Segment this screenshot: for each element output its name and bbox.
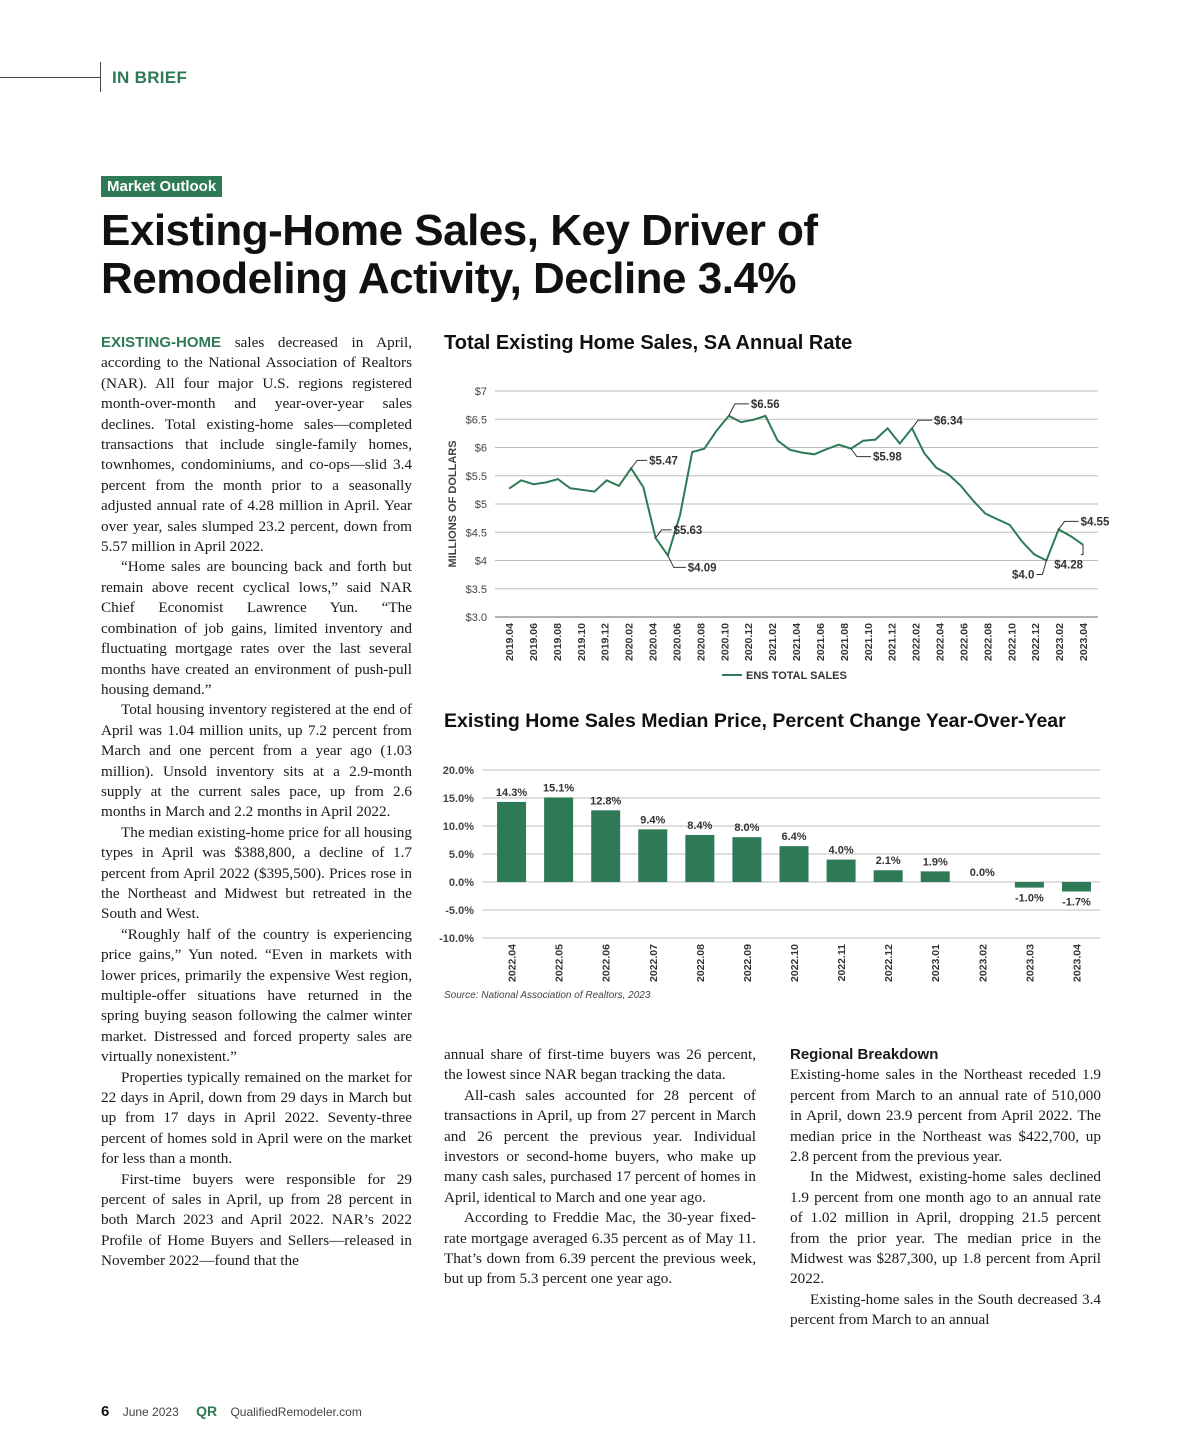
callout-leader bbox=[851, 449, 871, 457]
value-label: 0.0% bbox=[969, 867, 995, 879]
x-tick-label: 2021.12 bbox=[886, 623, 899, 661]
bar-chart-title: Existing Home Sales Median Price, Percent Change Year-Over-Year bbox=[444, 710, 1066, 732]
x-tick-label: 2020.12 bbox=[743, 623, 756, 661]
subhead: Regional Breakdown bbox=[790, 1046, 939, 1063]
page-number: 6 bbox=[101, 1403, 110, 1420]
x-tick-label: 2022.11 bbox=[836, 944, 849, 982]
y-tick-label: 15.0% bbox=[442, 793, 474, 805]
paragraph: Properties typically remained on the market for 22 days in April, down from 29 days in March but up from 17 days in April 2022. Seventy-three percent of homes sold in April were on the market for less than a month. bbox=[101, 1068, 412, 1168]
x-tick-label: 2020.08 bbox=[695, 623, 708, 661]
x-tick-label: 2022.05 bbox=[553, 944, 566, 982]
x-tick-label: 2023.03 bbox=[1024, 944, 1037, 982]
paragraph: Existing-home sales in the Northeast receded 1.9 percent from March to an annual rate of 510,000 in April, down 23.9 percent from April 2022. The median price in the Northeast was $422,700, up 2.8 percent from the previous year. bbox=[790, 1066, 1101, 1166]
value-label: 15.1% bbox=[543, 782, 575, 795]
callout-label: $5.63 bbox=[673, 524, 703, 537]
value-label: 9.4% bbox=[640, 814, 666, 827]
bar bbox=[732, 837, 761, 882]
callout-leader bbox=[1059, 521, 1079, 529]
callout-leader bbox=[729, 404, 749, 416]
x-tick-label: 2020.02 bbox=[623, 623, 636, 661]
x-tick-label: 2022.06 bbox=[600, 944, 613, 982]
y-tick-label: $3.5 bbox=[465, 583, 487, 596]
paragraph: First-time buyers were responsible for 29 percent of sales in April, up from 28 percent in both March 2023 and April 2022. NAR’s 2022 Profile of Home Buyers and Sellers—released in November 2022—found that the bbox=[101, 1170, 412, 1270]
callout-label: $4.0 bbox=[1011, 569, 1035, 582]
x-tick-label: 2021.06 bbox=[814, 623, 827, 661]
value-label: -1.0% bbox=[1015, 892, 1044, 905]
x-tick-label: 2022.02 bbox=[910, 623, 923, 661]
value-label: 1.9% bbox=[922, 856, 948, 869]
bar bbox=[780, 846, 809, 882]
callout-label: $5.47 bbox=[649, 455, 678, 468]
callout-leader bbox=[656, 530, 672, 538]
paragraph: Total housing inventory registered at the end of April was 1.04 million units, up 7.2 percent from March and one percent from a year ago (1.03 million). Unsold inventory sits at a 2.9-month supply at the current sales pace, up from 2.6 months in March and 2.2 months in April 2022. bbox=[101, 701, 412, 821]
bar bbox=[827, 860, 856, 882]
paragraph: annual share of first-time buyers was 26 percent, the lowest since NAR began tracking the data. bbox=[444, 1046, 756, 1084]
x-tick-label: 2022.08 bbox=[982, 623, 995, 661]
x-tick-label: 2019.04 bbox=[504, 623, 516, 661]
x-tick-label: 2020.06 bbox=[671, 623, 684, 661]
x-tick-label: 2021.02 bbox=[767, 623, 780, 661]
x-tick-label: 2023.02 bbox=[977, 944, 990, 982]
bar bbox=[497, 802, 526, 882]
value-label: 8.4% bbox=[687, 819, 713, 832]
line-chart bbox=[440, 375, 1110, 690]
x-tick-label: 2021.10 bbox=[862, 623, 875, 661]
y-tick-label: 20.0% bbox=[442, 765, 474, 777]
paragraph: In the Midwest, existing-home sales declined 1.9 percent from one month ago to an annual rate of 1.02 million in April, dropping 21.5 percent from the prior year. The median price in the Midwest was $287,300, up 1.8 percent from April 2022. bbox=[790, 1168, 1101, 1288]
line-chart-title: Total Existing Home Sales, SA Annual Rate bbox=[444, 332, 853, 354]
paragraph: “Home sales are bouncing back and forth but remain above recent cyclical lows,” said NAR Chief Economist Lawrence Yun. “The combination of job gains, limited inventory and fluctuating mortgage rates over the last several months have created an environment of push-pull housing demand.” bbox=[101, 558, 412, 698]
x-tick-label: 2023.02 bbox=[1054, 623, 1067, 661]
paragraph: According to Freddie Mac, the 30-year fixed-rate mortgage averaged 6.35 percent as of May 11. That’s down from 6.39 percent the previous week, but up from 5.3 percent one year ago. bbox=[444, 1209, 756, 1288]
value-label: 6.4% bbox=[781, 831, 807, 844]
y-tick-label: $5.5 bbox=[465, 470, 487, 483]
value-label: 2.1% bbox=[875, 855, 901, 868]
article-column-3 bbox=[790, 1045, 1101, 1331]
x-tick-label: 2021.04 bbox=[791, 623, 803, 661]
x-tick-label: 2021.08 bbox=[838, 623, 851, 661]
y-tick-label: $5 bbox=[474, 499, 487, 511]
callout-label: $6.56 bbox=[750, 398, 780, 411]
x-tick-label: 2020.10 bbox=[719, 623, 732, 661]
y-tick-label: $4.5 bbox=[465, 527, 487, 540]
source-note: Source: National Association of Realtors, 2023 bbox=[444, 990, 651, 1001]
x-tick-label: 2023.04 bbox=[1078, 623, 1090, 661]
x-tick-label: 2022.12 bbox=[1030, 623, 1043, 661]
x-tick-label: 2022.12 bbox=[883, 944, 896, 982]
callout-leader bbox=[1081, 545, 1083, 555]
bar bbox=[1015, 882, 1044, 888]
value-label: 8.0% bbox=[734, 822, 760, 835]
sales-line bbox=[509, 416, 1083, 561]
callout-leader bbox=[1036, 561, 1046, 575]
callout-label: $4.55 bbox=[1080, 516, 1110, 529]
x-tick-label: 2022.09 bbox=[741, 944, 754, 982]
kicker-badge: Market Outlook bbox=[101, 176, 222, 197]
bar bbox=[591, 810, 620, 882]
x-tick-label: 2022.04 bbox=[506, 944, 519, 982]
callout-label: $4.28 bbox=[1054, 559, 1083, 572]
y-tick-label: 0.0% bbox=[448, 877, 474, 889]
x-tick-label: 2022.10 bbox=[1006, 623, 1019, 661]
y-tick-label: 5.0% bbox=[448, 849, 474, 861]
y-tick-label: -10.0% bbox=[439, 933, 474, 945]
value-label: 14.3% bbox=[495, 786, 528, 799]
x-tick-label: 2022.08 bbox=[694, 944, 707, 982]
callout-label: $5.98 bbox=[872, 451, 902, 464]
paragraph: “Roughly half of the country is experiencing price gains,” Yun noted. “Even in markets with lower prices, primarily the expensive West region, multiple-offer situations have returned in the spring buying season following the calmer winter market. Distressed and forced property sales are virtually nonexistent.” bbox=[101, 925, 412, 1066]
value-label: 4.0% bbox=[828, 844, 854, 857]
paragraph: All-cash sales accounted for 28 percent of transactions in April, up from 27 percent in March and 26 percent the previous year. Individual investors or second-home buyers, who make up many cash sales, purchased 17 percent of homes in April, identical to March and one year ago. bbox=[444, 1086, 756, 1206]
callout-label: $4.09 bbox=[687, 562, 717, 575]
legend-label: ENS TOTAL SALES bbox=[746, 670, 847, 682]
x-tick-label: 2022.04 bbox=[934, 623, 947, 661]
x-tick-label: 2022.06 bbox=[958, 623, 971, 661]
bar bbox=[544, 797, 573, 882]
x-tick-label: 2020.04 bbox=[647, 623, 660, 661]
y-tick-label: 10.0% bbox=[442, 821, 474, 833]
footer bbox=[101, 1403, 362, 1420]
lead-word: EXISTING-HOME bbox=[101, 334, 222, 351]
y-tick-label: -5.0% bbox=[445, 905, 474, 917]
value-label: 12.8% bbox=[590, 795, 622, 808]
y-tick-label: $4 bbox=[474, 555, 487, 568]
header-divider bbox=[100, 62, 101, 92]
bar bbox=[1062, 882, 1091, 892]
bar bbox=[874, 870, 903, 882]
bar-chart bbox=[440, 755, 1105, 985]
y-tick-label: $6 bbox=[474, 442, 487, 455]
callout-label: $6.34 bbox=[934, 415, 963, 428]
x-tick-label: 2019.08 bbox=[551, 623, 564, 661]
qr-logo: QR bbox=[196, 1403, 218, 1419]
headline: Existing-Home Sales, Key Driver of Remodeling Activity, Decline 3.4% bbox=[101, 206, 818, 303]
y-axis-label: MILLIONS OF DOLLARS bbox=[447, 440, 459, 568]
issue-date: June 2023 bbox=[122, 1405, 179, 1419]
paragraph: Existing-home sales in the South decreased 3.4 percent from March to an annual bbox=[790, 1290, 1101, 1329]
x-tick-label: 2023.01 bbox=[930, 944, 943, 982]
article-column-2 bbox=[444, 1045, 756, 1290]
article-column-1 bbox=[101, 333, 412, 1272]
value-label: -1.7% bbox=[1062, 896, 1091, 909]
x-tick-label: 2019.06 bbox=[527, 623, 540, 661]
paragraph: The median existing-home price for all housing types in April was $388,800, a decline of 1.7 percent from April 2022 ($395,500). Prices rose in the Northeast and Midwest but retreated in the South and West. bbox=[101, 823, 412, 923]
y-tick-label: $6.5 bbox=[465, 414, 487, 427]
section-label: IN BRIEF bbox=[112, 68, 188, 87]
site-url: QualifiedRemodeler.com bbox=[230, 1405, 362, 1419]
x-tick-label: 2023.04 bbox=[1071, 944, 1084, 982]
paragraph-text: sales decreased in April, according to the National Association of Realtors (NAR). All four major U.S. regions registered month-over-month and year-over-year sales declines. Total existing-home sales—completed transactions that include single-family homes, townhomes, condominiums, and co-ops—slid 3.4 percent from the month prior to a seasonally adjusted annual rate of 4.28 million in April. Year over year, sales slumped 23.2 percent, down from 5.57 million in April 2022. bbox=[101, 334, 413, 556]
bar bbox=[638, 829, 667, 882]
x-tick-label: 2019.12 bbox=[599, 623, 612, 661]
bar bbox=[921, 871, 950, 882]
paragraph bbox=[101, 333, 412, 557]
callout-leader bbox=[668, 555, 686, 567]
bar bbox=[685, 835, 714, 882]
callout-leader bbox=[631, 460, 647, 468]
x-tick-label: 2022.10 bbox=[789, 944, 801, 982]
callout-leader bbox=[912, 420, 932, 428]
x-tick-label: 2022.07 bbox=[647, 944, 660, 982]
y-tick-label: $7 bbox=[474, 386, 487, 398]
y-tick-label: $3.0 bbox=[465, 612, 487, 624]
header-rule bbox=[0, 77, 100, 78]
x-tick-label: 2019.10 bbox=[575, 623, 588, 661]
